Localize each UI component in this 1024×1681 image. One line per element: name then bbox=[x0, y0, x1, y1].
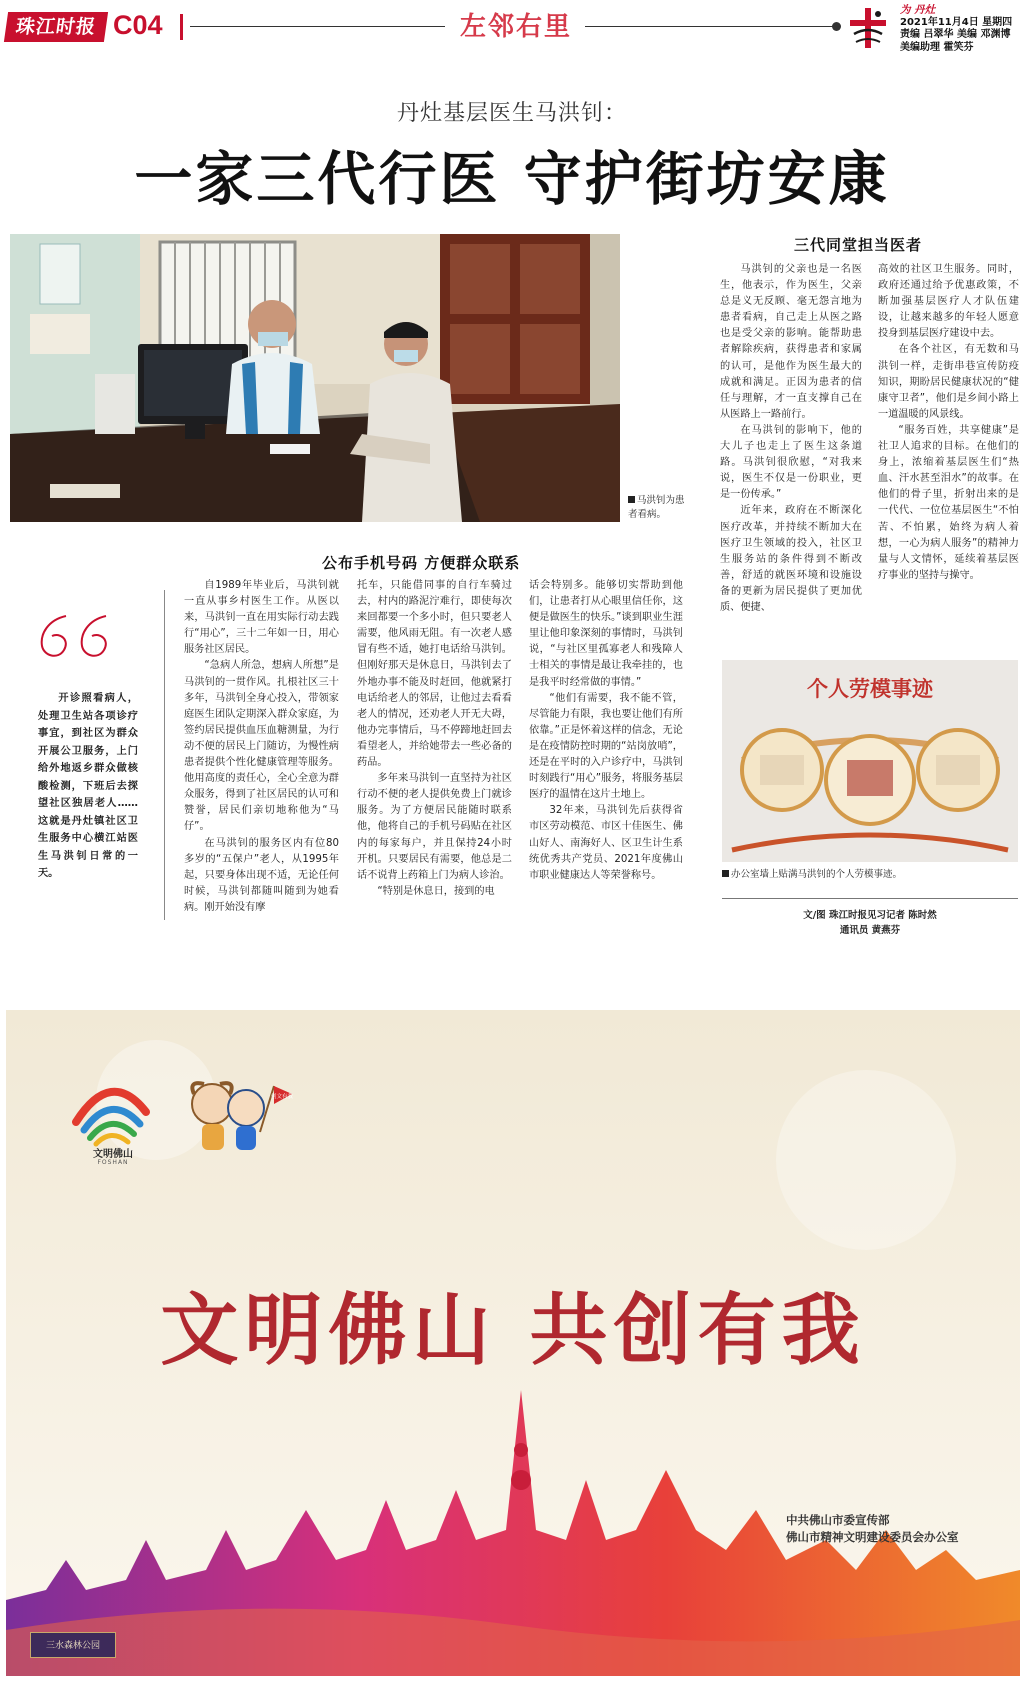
paragraph: 自1989年毕业后，马洪钊就一直从事乡村医生工作。从医以来，马洪钊一直在用实际行动去践行“用心”，三十二年如一日，用心服务社区居民。 bbox=[184, 580, 339, 656]
mascot-icon bbox=[174, 1072, 294, 1160]
header-rule-left bbox=[190, 26, 445, 27]
caption-marker-icon bbox=[628, 496, 635, 503]
section-title: 左邻右里 bbox=[459, 12, 572, 42]
caption-marker-icon bbox=[722, 870, 729, 877]
paragraph: 近年来，政府在不断深化医疗改革，并持续不断加大在医疗卫生领域的投入，社区卫生服务站的条件得到不断改善，舒适的就医环境和设施设备的更新为居民提供了更加优质、便捷、 bbox=[720, 505, 862, 613]
paragraph: 话会特别多。能够切实帮助到他们，让患者打从心眼里信任你，这便是做医生的快乐。”谈到职业生涯里让他印象深刻的事情时，马洪钊说，“与社区里孤寡老人和残障人士相关的事情是最让我牵挂的，也是我平时经常做的事情。” bbox=[529, 580, 683, 688]
byline-reporter: 文/图 珠江时报见习记者 陈时然 bbox=[803, 910, 937, 921]
advert-sponsors bbox=[786, 1512, 1016, 1546]
board-title: 个人劳模事迹 bbox=[807, 676, 933, 701]
paper-logo: 珠江时报 bbox=[4, 12, 108, 42]
paragraph: 在马洪钊的服务区内有位80多岁的“五保户”老人，从1995年起，只要身体出现不适，无论任何时候，马洪钊都随叫随到为她看病。刚开始没有摩 bbox=[184, 837, 339, 913]
civility-logo-subtext: FOSHAN bbox=[97, 1159, 129, 1166]
paragraph: 马洪钊的父亲也是一名医生，他表示，作为医生，父亲总是义无反顾、毫无怨言地为患者看病，自己走上从医之路也是受父亲的影响。能帮助患者解除疾病，获得患者和家属的认可，是他作为医生最大的成就和满足。正因为患者的信任与理解，才一直支撑自己在从医路上一路前行。 bbox=[720, 264, 862, 420]
sponsor-propaganda-dept: 中共佛山市委宣传部 bbox=[786, 1513, 890, 1527]
lead-divider bbox=[164, 590, 165, 920]
body-column-1 bbox=[184, 578, 339, 943]
body-column-2 bbox=[357, 578, 512, 943]
page-code: C04 bbox=[113, 10, 163, 40]
paragraph: 高效的社区卫生服务。同时，政府还通过给予优惠政策，不断加强基层医疗人才队伍建设，让越来越多的年轻人愿意投身到基层医疗建设中去。 bbox=[878, 264, 1019, 340]
district-emblem-icon bbox=[846, 4, 890, 52]
byline bbox=[722, 908, 1018, 938]
paragraph: 在马洪钊的影响下，他的大儿子也走上了医生这条道路。马洪钊很欣慰，“对我来说，医生不仅是一份职业，更是一份传承。” bbox=[720, 424, 862, 501]
quote-mark-icon bbox=[36, 610, 114, 662]
issue-editor-assist: 美编助理 霍笑芬 bbox=[900, 41, 974, 53]
honor-board-photo bbox=[722, 660, 1018, 862]
mascot-flag-text: 创文有我 bbox=[270, 1094, 294, 1100]
board-caption: 办公室墙上贴满马洪钊的个人劳模事迹。 bbox=[722, 868, 1022, 882]
body-column-3 bbox=[529, 578, 683, 943]
paragraph: “服务百姓，共享健康”是社卫人追求的目标。在他们的身上，浓缩着基层医生们“热血、汗水甚至泪水”的故事。在他们的骨子里，折射出来的是一代代、一位位基层医生“不怕苦、不怕累，始终为病人着想，一心为病人服务”的精神力量与人文情怀，延续着基层医疗事业的坚持与操守。 bbox=[878, 424, 1019, 581]
paragraph: “他们有需要，我不能不管，尽管能力有限，我也要让他们有所依靠。”正是怀着这样的信念，无论是在疫情防控时期的“站岗放哨”，还是在平时的入户诊疗中，马洪钊时刻践行“用心”服务，将服务基层医疗的温情在这片土地上。 bbox=[529, 692, 683, 801]
header-rule-right bbox=[585, 26, 835, 27]
body-column-right-2 bbox=[878, 262, 1019, 644]
civility-logo-text: 文明佛山 bbox=[93, 1149, 133, 1160]
body-column-right-1 bbox=[720, 262, 862, 644]
paragraph: 托车，只能借同事的自行车骑过去，村内的路泥泞难行，即使每次来回都要一个多小时，但只要老人需要，他风雨无阻。有一次老人感冒有些不适，她打电话给马洪钊。但刚好那天是休息日，马洪钊去了外地办事不能及时赶回，他就紧打电话给老人的邻居，让他过去看看老人的情况，还劝老人开无大碍，他办完事情后，马不停蹄地赶回去看望老人，并给她带去一些必备的药品。 bbox=[357, 580, 512, 769]
sponsor-civility-office: 佛山市精神文明建设委员会办公室 bbox=[786, 1530, 959, 1544]
paragraph: “特别是休息日，接到的电 bbox=[377, 885, 495, 897]
paragraph: “急病人所急，想病人所想”是马洪钊的一贯作风。扎根社区三十多年，马洪钊全身心投入，带领家庭医生团队定期深入群众家庭，为签约居民提供血压血糖测量，为行动不便的居民上门随访，为慢性病患者提供个性化健康管理等服务。他用高度的责任心，全心全意为群众服务，得到了社区居民的认可和赞誉，居民们亲切地称他为“马仔”。 bbox=[184, 660, 339, 833]
issue-brand: 为 丹灶 bbox=[900, 4, 936, 16]
page-code-divider bbox=[180, 14, 183, 40]
subhead-three-generations: 三代同堂担当医者 bbox=[794, 236, 923, 254]
subhead-phone-number: 公布手机号码 方便群众联系 bbox=[322, 554, 521, 572]
park-sign: 三水森林公园 bbox=[30, 1632, 116, 1658]
advert-slogan: 文明佛山 共创有我 bbox=[160, 1285, 866, 1376]
clinic-photo bbox=[10, 234, 620, 522]
byline-correspondent: 通讯员 黄燕芬 bbox=[839, 925, 901, 936]
civility-advert bbox=[6, 1010, 1020, 1676]
header-rule-dot bbox=[832, 22, 841, 31]
paragraph: 多年来马洪钊一直坚持为社区行动不便的老人提供免费上门就诊服务。为了方便居民能随时联系他，他将自己的手机号码贴在社区内的每家每户，并且保持24小时开机。只要居民有需要，他总是二话不说背上药箱上门为病人诊治。 bbox=[357, 773, 512, 881]
article-headline: 一家三代行医 守护街坊安康 bbox=[134, 145, 890, 213]
masthead bbox=[0, 0, 1024, 58]
credit-divider bbox=[722, 898, 1018, 899]
photo-caption: 马洪钊为患者看病。 bbox=[628, 495, 685, 520]
article-lead: 开诊照看病人，处理卫生站各项诊疗事宜，到社区为群众开展公卫服务，上门给外地返乡群众做核酸检测，下班后去探望社区独居老人……这就是丹灶镇社区卫生服务中心横江站医生马洪钊日常的一天。 bbox=[38, 693, 138, 879]
issue-date: 2021年11月4日 星期四 bbox=[900, 16, 1013, 28]
article-kicker: 丹灶基层医生马洪钊： bbox=[396, 101, 627, 126]
issue-info bbox=[900, 4, 1022, 54]
paragraph: 32年来，马洪钊先后获得省市区劳动模范、市区十佳医生、佛山好人、南海好人、区卫生计生系统优秀共产党员、2021年度佛山市职业健康达人等荣誉称号。 bbox=[529, 805, 683, 881]
issue-editor: 责编 吕翠华 美编 邓渊博 bbox=[900, 29, 1011, 40]
paragraph: 在各个社区，有无数和马洪钊一样，走街串巷宣传防疫知识，期盼居民健康状况的“健康守卫者”，他们是乡间小路上一道温暖的风景线。 bbox=[878, 344, 1019, 420]
